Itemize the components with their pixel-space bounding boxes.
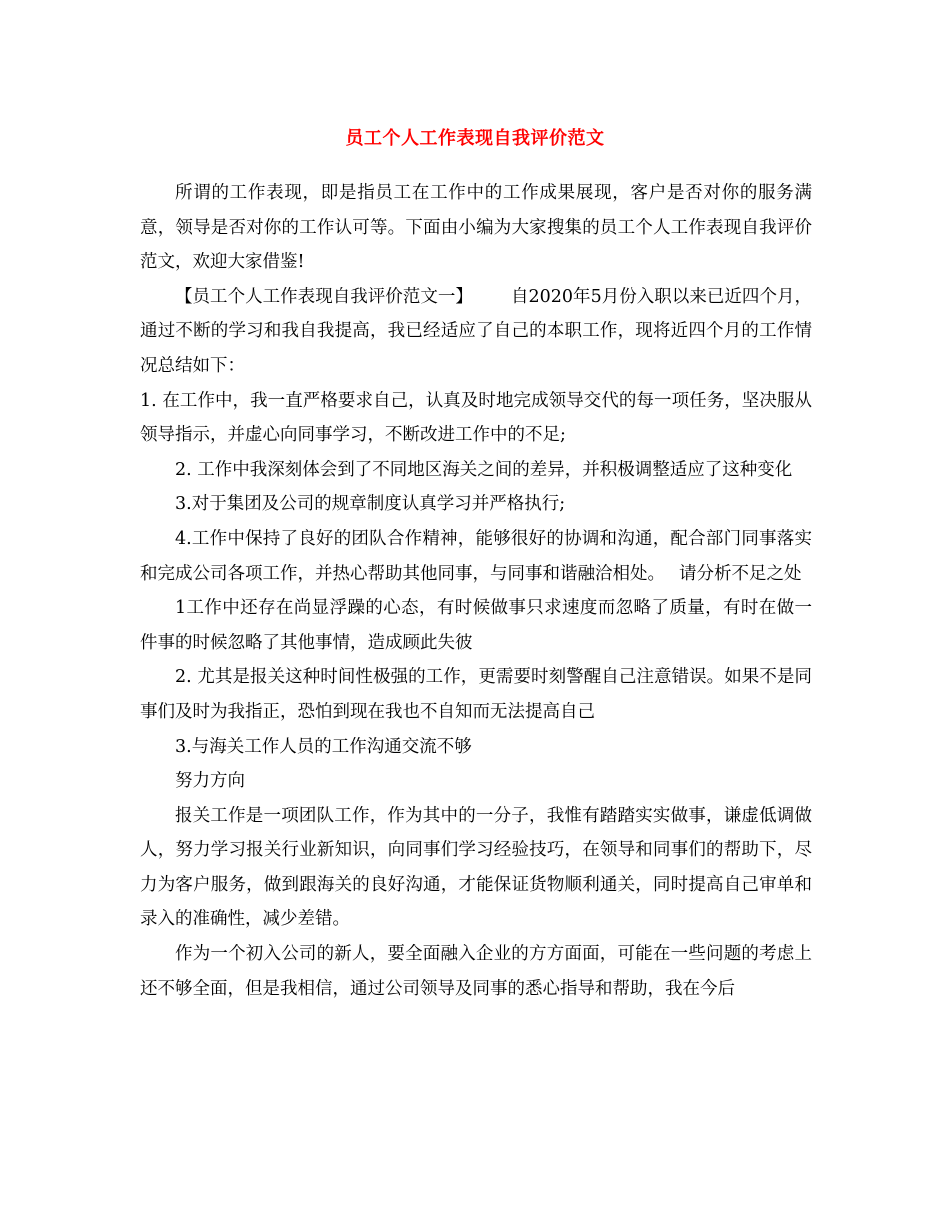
document-body [140,176,812,1006]
shortcoming-item-3: 3.与海关工作人员的工作沟通交流不够 [175,736,472,757]
direction-paragraph-1: 报关工作是一项团队工作，作为其中的一分子，我惟有踏踏实实做事，谦虚低调做人，努力学习报关行业新知识，向同事们学习经验技巧，在领导和同事们的帮助下，尽力为客户服务，做到跟海关的良好沟通，才能保证货物顺利通关，同时提高自己审单和录入的准确性，减少差错。 [140,805,812,930]
achievement-item-4: 4.工作中保持了良好的团队合作精神，能够很好的协调和沟通，配合部门同事落实和完成公司各项工作，并热心帮助其他同事，与同事和谐融洽相处。 [140,528,812,584]
shortcoming-item-2: 2. 尤其是报关这种时间性极强的工作，更需要时刻警醒自己注意错误。如果不是同事们及时为我指正，恐怕到现在我也不自知而无法提高自己 [140,667,812,722]
intro-paragraph: 所谓的工作表现，即是指员工在工作中的工作成果展现，客户是否对你的服务满意，领导是否对你的工作认可等。下面由小编为大家搜集的员工个人工作表现自我评价范文，欢迎大家借鉴! [140,183,812,273]
direction-heading: 努力方向 [175,771,245,792]
section-heading: 【员工个人工作表现自我评价范文一】 [175,286,473,307]
document-title: 员工个人工作表现自我评价范文 [345,128,605,149]
shortcomings-heading: 请分析不足之处 [679,563,802,584]
achievement-item-1: 1. 在工作中，我一直严格要求自己，认真及时地完成领导交代的每一项任务，坚决服从领导指示，并虚心向同事学习，不断改进工作中的不足; [140,390,812,446]
section-opening-text: 自2020年5月份入职以来已近四个月，通过不断的学习和我自我提高，我已经适应了自己的本职工作，现将近四个月的工作情况总结如下： [140,286,813,376]
achievement-item-2: 2. 工作中我深刻体会到了不同地区海关之间的差异，并积极调整适应了这种变化 [175,459,793,480]
achievement-item-4-paragraph [140,522,812,591]
section-opening-paragraph [140,280,812,384]
shortcoming-item-1: 1工作中还存在尚显浮躁的心态，有时候做事只求速度而忽略了质量，有时在做一件事的时候忽略了其他事情，造成顾此失彼 [140,598,812,653]
achievement-item-3: 3.对于集团及公司的规章制度认真学习并严格执行; [175,494,566,515]
direction-paragraph-2: 作为一个初入公司的新人，要全面融入企业的方方面面，可能在一些问题的考虑上还不够全面，但是我相信，通过公司领导及同事的悉心指导和帮助，我在今后 [140,944,812,999]
